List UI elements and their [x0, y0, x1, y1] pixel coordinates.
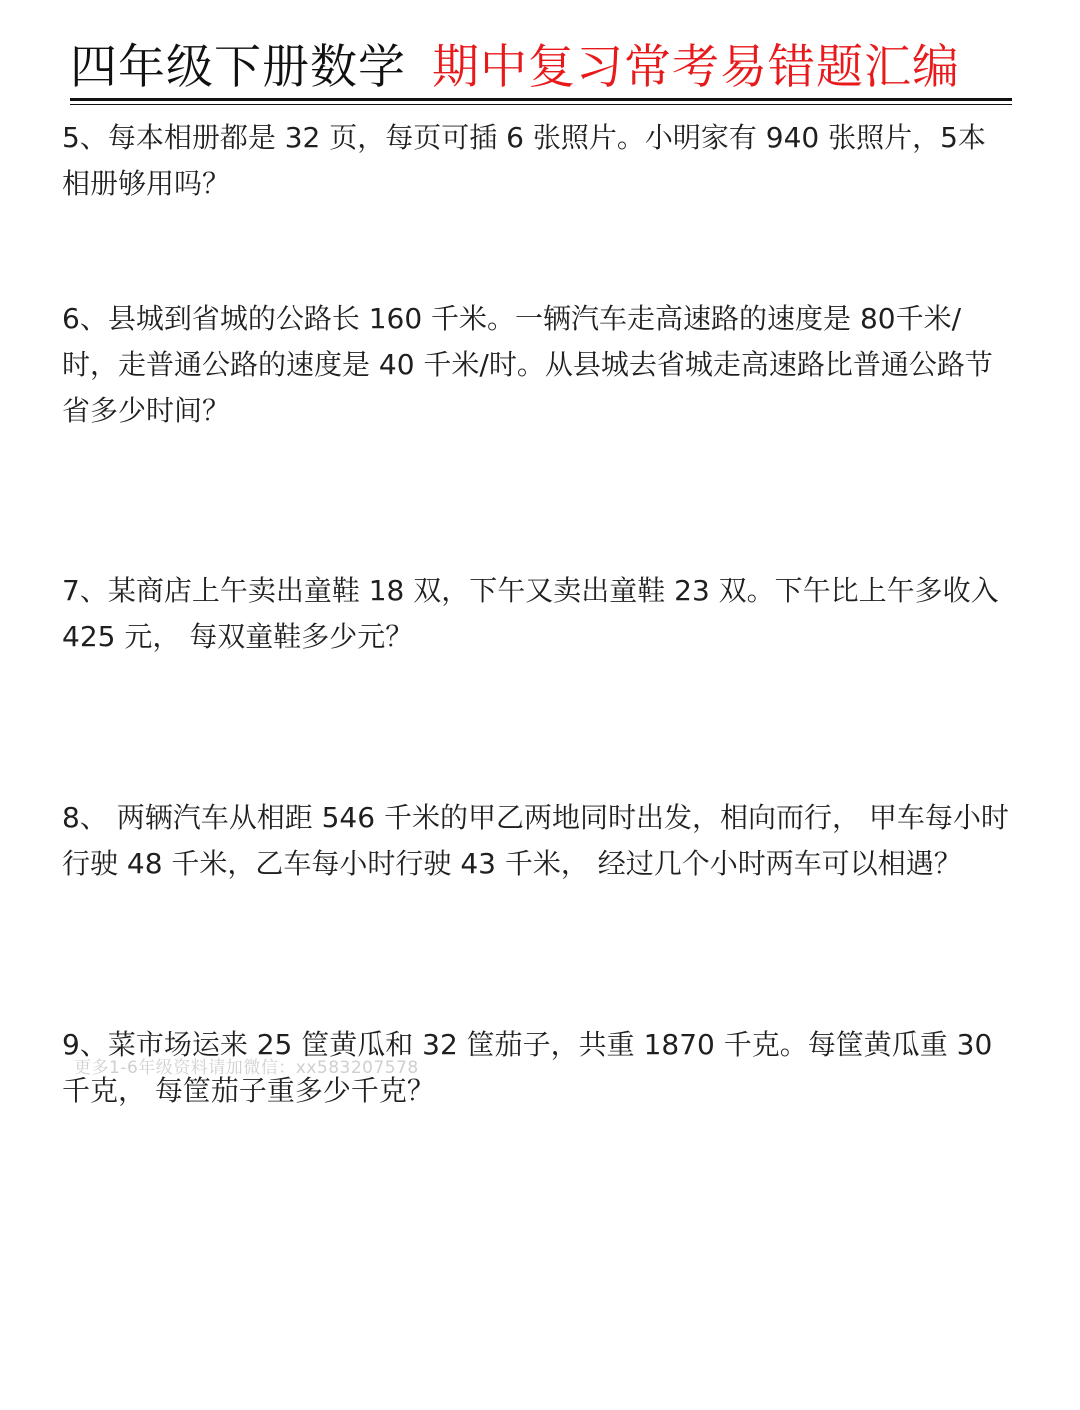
title-underline-thick: [70, 98, 1012, 101]
question-6: 6、县城到省城的公路长 160 千米。一辆汽车走高速路的速度是 80千米/时，走普通公路的速度是 40 千米/时。从县城去省城走高速路比普通公路节省多少时间？: [62, 302, 993, 427]
worksheet-title: [70, 40, 1012, 96]
question-9: 9、菜市场运来 25 筐黄瓜和 32 筐茄子，共重 1870 千克。每筐黄瓜重 30 千克， 每筐茄子重多少千克？: [62, 1028, 993, 1107]
question-8: 8、 两辆汽车从相距 546 千米的甲乙两地同时出发，相向而行， 甲车每小时行驶 48 千米，乙车每小时行驶 43 千米， 经过几个小时两车可以相遇？: [62, 801, 1009, 880]
title-underline-thin: [70, 104, 1012, 105]
title-grade-subject: 四年级下册数学: [70, 40, 406, 95]
title-topic: 期中复习常考易错题汇编: [432, 40, 960, 95]
question-7: 7、某商店上午卖出童鞋 18 双，下午又卖出童鞋 23 双。下午比上午多收入 425 元， 每双童鞋多少元？: [62, 574, 999, 653]
watermark-text: 更多1-6年级资料请加微信：xx583207578: [74, 1058, 419, 1078]
question-5: 5、每本相册都是 32 页，每页可插 6 张照片。小明家有 940 张照片，5本相册够用吗？: [62, 121, 986, 200]
